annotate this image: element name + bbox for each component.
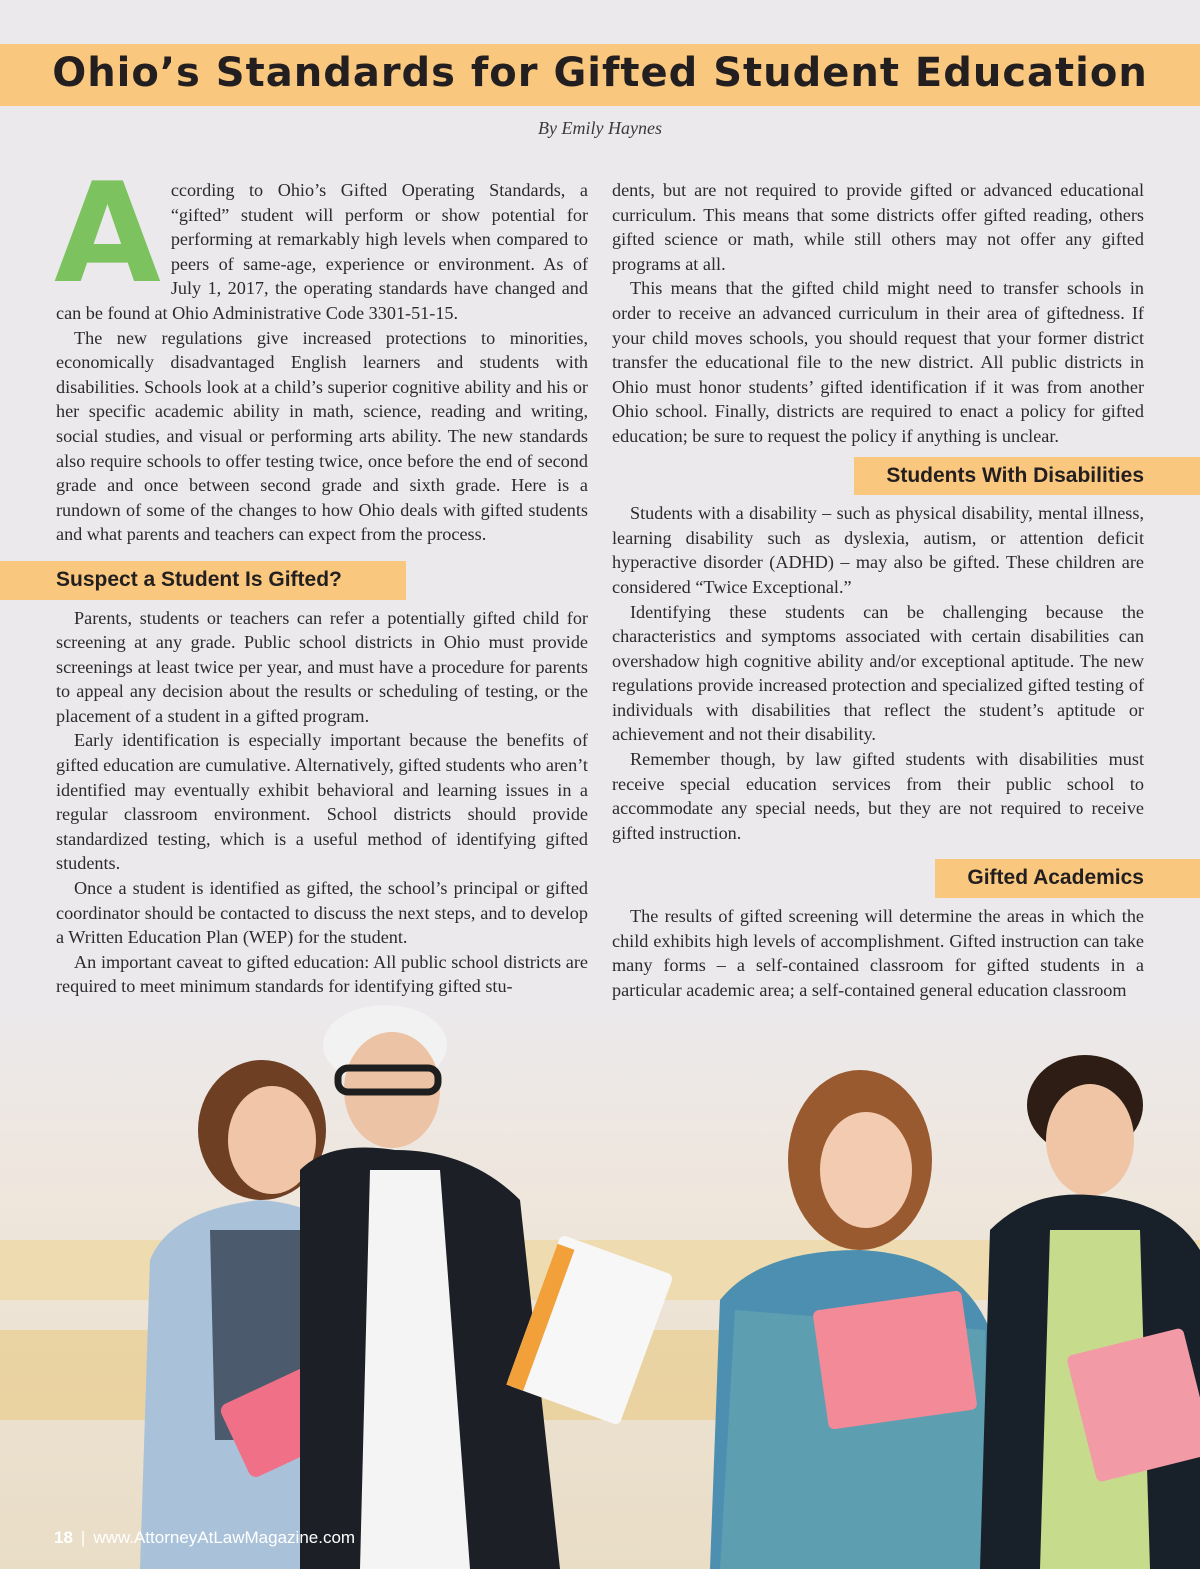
drop-cap: A <box>54 153 161 314</box>
paragraph: Once a student is identified as gifted, the school’s principal or gifted coordinator should be contacted to discuss the next steps, and to develop a Written Education Plan (WEP) for the student. <box>56 878 588 948</box>
left-column <box>54 153 588 999</box>
right-column <box>612 178 1144 1002</box>
article-title: Ohio’s Standards for Gifted Student Education <box>52 50 1148 96</box>
website-link[interactable]: www.AttorneyAtLawMagazine.com <box>93 1528 356 1547</box>
paragraph: An important caveat to gifted education: All public school districts are required to meet minimum standards for identifying gifted stu- <box>56 951 588 997</box>
paragraph: Remember though, by law gifted students with disabilities must receive special education services from their public school to accommodate any special needs, but they are not required to receive gifted instruction. <box>612 749 1144 843</box>
page-footer <box>54 1528 355 1548</box>
section-heading: Suspect a Student Is Gifted? <box>0 561 406 600</box>
paragraph: The new regulations give increased protections to minorities, economically disadvantaged English learners and students with disabilities. Schools look at a child’s superior cognitive ability and his or her specific academic ability in math, science, reading and writing, social studies, and visual or performing arts ability. The new standards also require schools to offer testing twice, once before the end of second grade and once between second grade and sixth grade. Here is a rundown of some of the changes to how Ohio deals with gifted students and what parents and teachers can expect from the process. <box>56 327 588 545</box>
paragraph: This means that the gifted child might need to transfer schools in order to receive an advanced curriculum in their area of giftedness. If your child moves schools, you should request that your former district transfer the educational file to the new district. All public districts in Ohio must honor students’ gifted identification if it was from another Ohio school. Finally, districts are required to enact a policy for gifted education; be sure to request the policy if anything is unclear. <box>612 278 1144 446</box>
paragraph: ccording to Ohio’s Gifted Operating Standards, a “gifted” student will perform or show potential for performing at remarkably high levels when compared to peers of same-age, experience or environment. As of July 1, 2017, the operating standards have changed and can be found at Ohio Administrative Code 3301-51-15. <box>56 180 588 323</box>
section-heading: Students With Disabilities <box>854 457 1200 496</box>
section-heading: Gifted Academics <box>935 859 1200 898</box>
paragraph: Identifying these students can be challenging because the characteristics and symptoms associated with certain disabilities can overshadow high cognitive ability and/or exceptional aptitude. The new regulations provide increased protection and specialized gifted testing of individuals with disabilities that reflect the student’s aptitude or achievement and not their disability. <box>612 601 1144 745</box>
footer-separator: | <box>80 1528 86 1547</box>
paragraph: The results of gifted screening will determine the areas in which the child exhibits high levels of accomplishment. Gifted instruction can take many forms – a self-contained classroom for gifted students in a particular academic area; a self-contained general education classroom <box>612 906 1144 1000</box>
byline: By Emily Haynes <box>538 118 662 138</box>
paragraph: Students with a disability – such as physical disability, mental illness, learning disability such as dyslexia, autism, or attention deficit hyperactive disorder (ADHD) – may also be gifted. These children are considered “Twice Exceptional.” <box>612 503 1144 597</box>
paragraph: dents, but are not required to provide gifted or advanced educational curriculum. This means that some districts offer gifted reading, others gifted science or math, while still others may not offer any gifted programs at all. <box>612 180 1144 274</box>
page-number: 18 <box>54 1528 73 1547</box>
students-photo <box>0 1000 1200 1569</box>
paragraph: Parents, students or teachers can refer a potentially gifted child for screening at any grade. Public school districts in Ohio must provide screenings at least twice per year, and must have a procedure for parents to appeal any decision about the results or scheduling of testing, or the placement of a student in a gifted program. <box>56 607 588 726</box>
paragraph: Early identification is especially important because the benefits of gifted education are cumulative. Alternatively, gifted students who aren’t identified may eventually exhibit behavioral and learning issues in a regular classroom environment. School districts should provide standardized testing, which is a useful method of identifying gifted students. <box>56 730 588 874</box>
